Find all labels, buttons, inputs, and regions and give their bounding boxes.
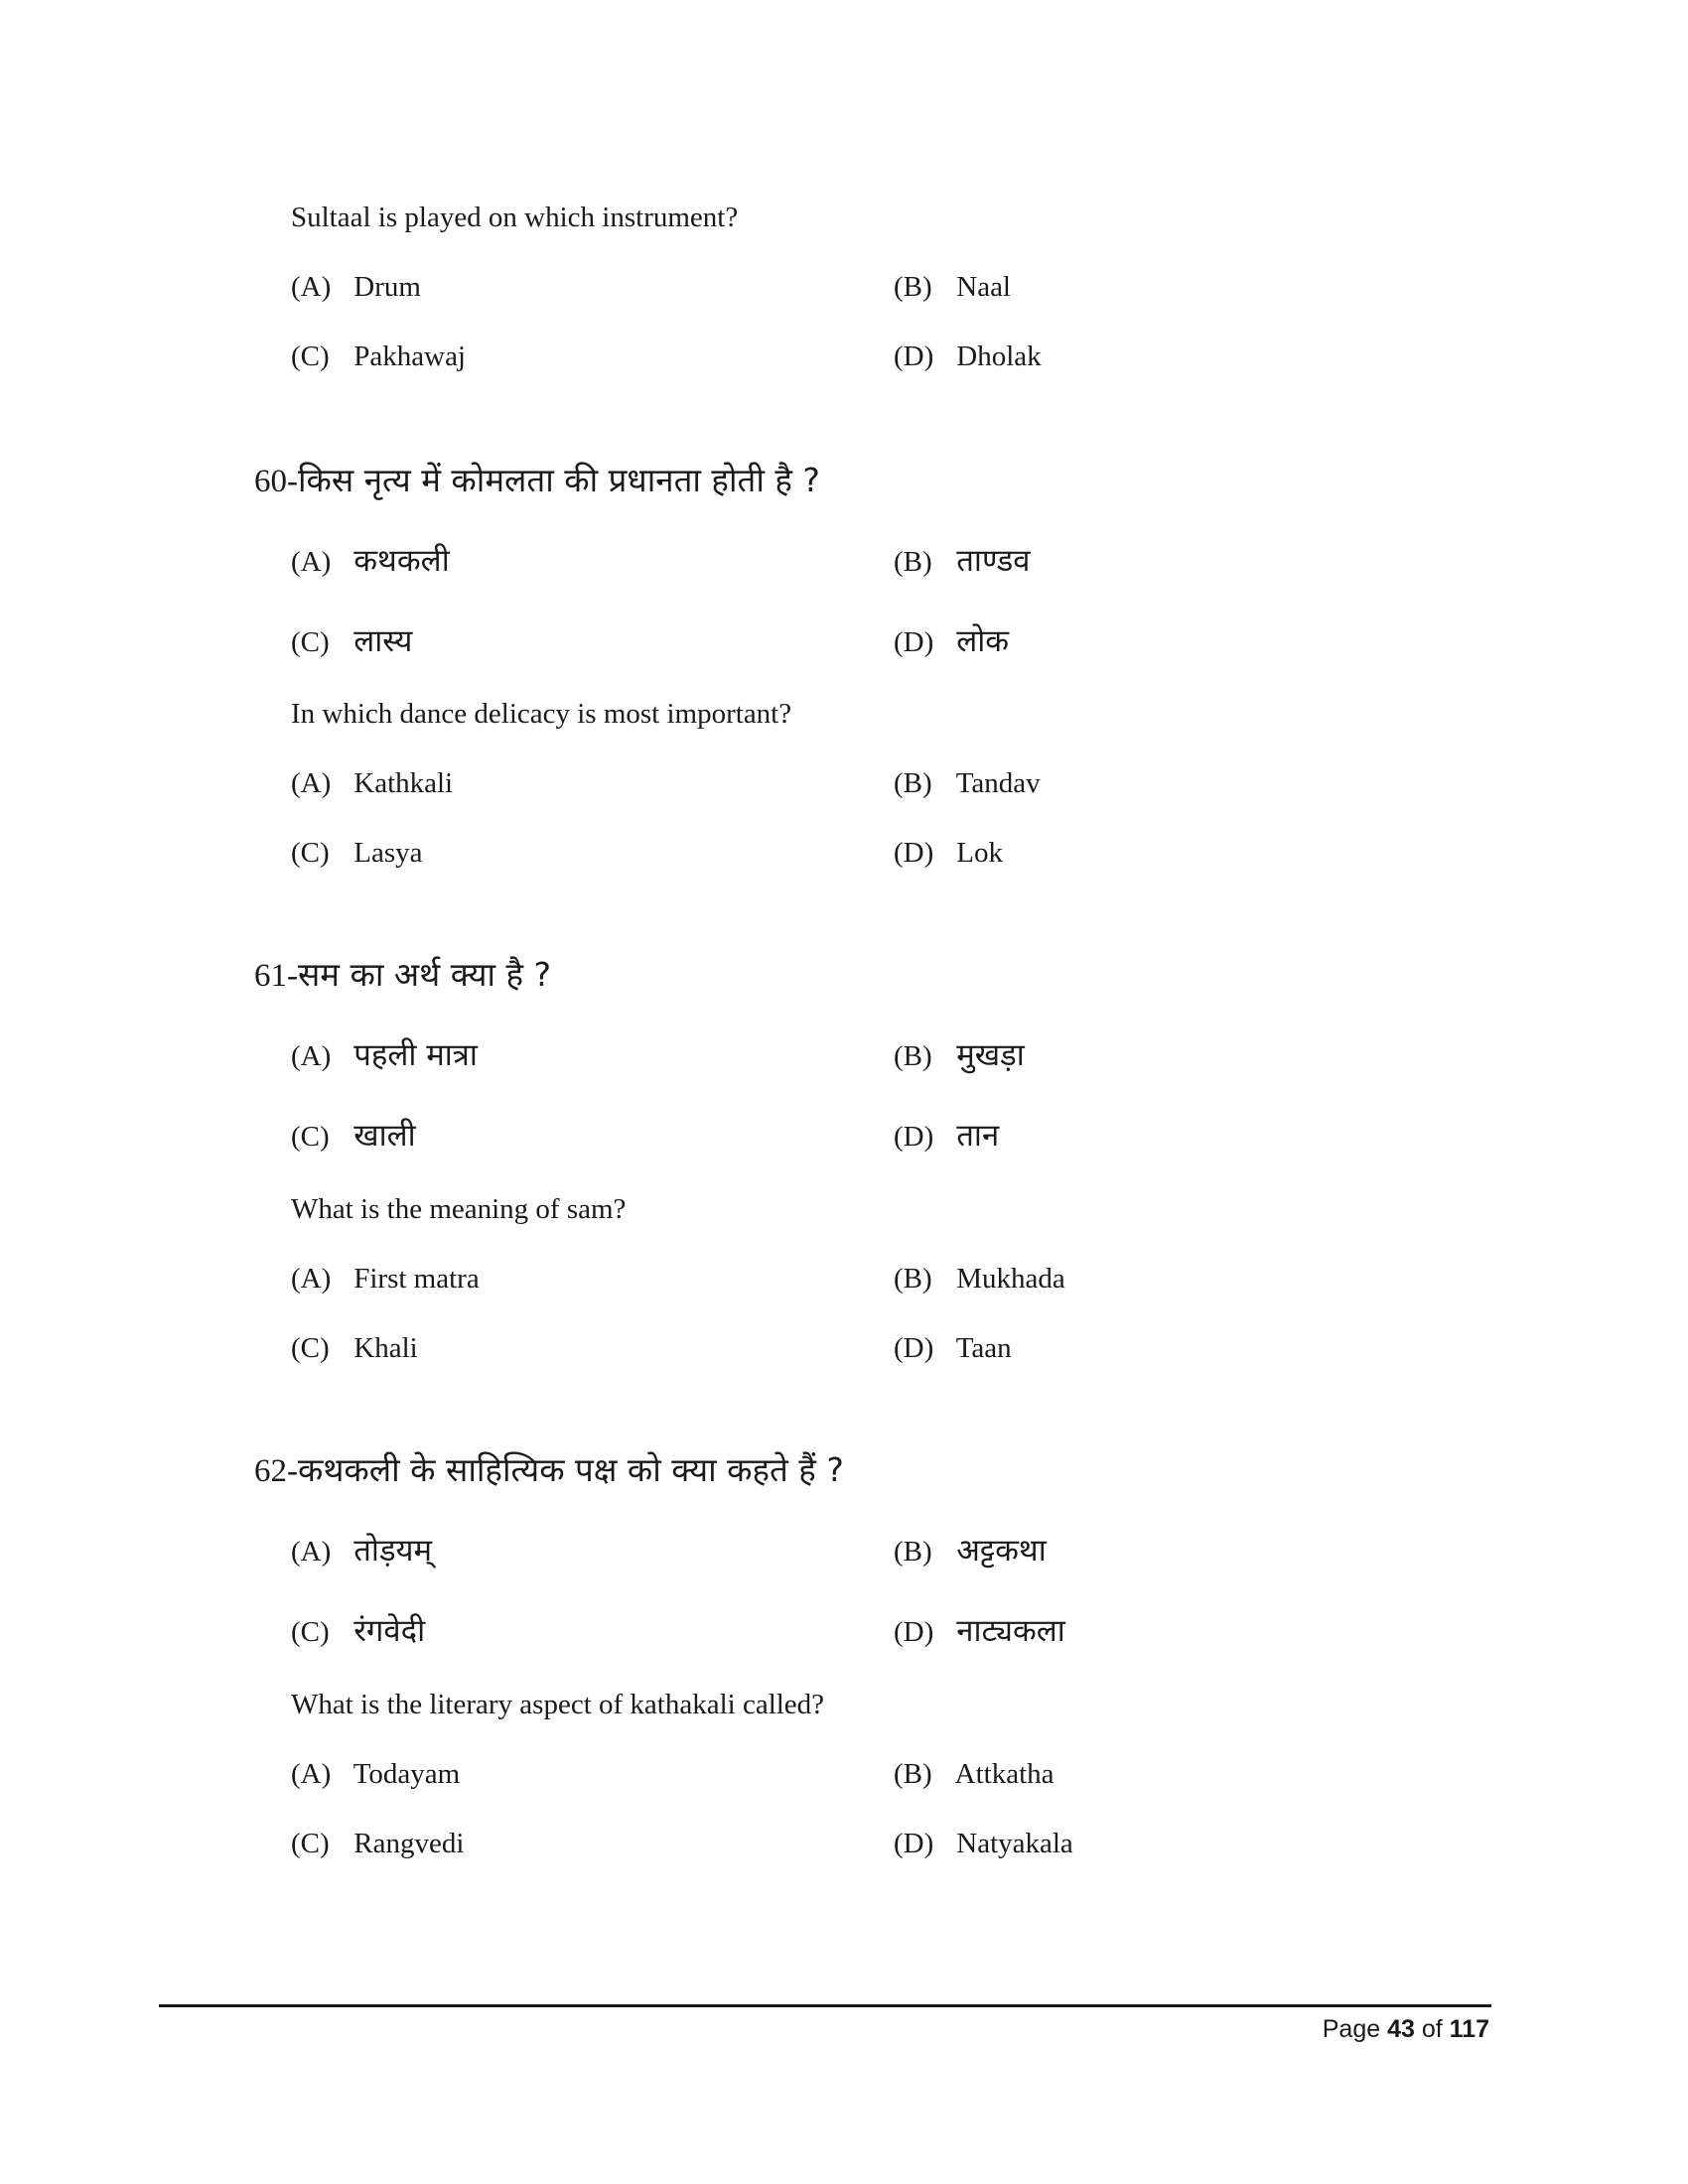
q60-en-option-c (291, 837, 423, 870)
option-label: (A) (291, 1263, 332, 1295)
option-text: लास्य (353, 623, 413, 659)
q60-hi-option-c (291, 619, 412, 661)
q61-en-option-c (291, 1332, 418, 1365)
q62-hi-option-c (291, 1609, 425, 1651)
q62-hi-question (254, 1446, 844, 1491)
q61-en-option-a (291, 1263, 480, 1296)
option-label: (D) (894, 1616, 934, 1648)
page-word: Page (1322, 2015, 1381, 2043)
option-label: (C) (291, 626, 330, 658)
q59-en-option-d (894, 341, 1042, 373)
option-text: First matra (353, 1263, 480, 1295)
option-label: (D) (894, 341, 934, 372)
option-text: तान (956, 1118, 1000, 1154)
q60-en-option-a (291, 767, 453, 800)
option-label: (B) (894, 546, 932, 578)
option-text: Naal (956, 271, 1011, 303)
option-label: (C) (291, 341, 330, 372)
q62-en-option-d (894, 1828, 1073, 1860)
option-text: Todayam (352, 1758, 461, 1790)
option-label: (A) (291, 271, 332, 303)
option-text: अट्टकथा (956, 1533, 1047, 1569)
option-text: Kathkali (353, 767, 454, 799)
option-label: (D) (894, 1121, 934, 1153)
option-text: Lok (956, 837, 1003, 869)
option-text: Tandav (955, 767, 1041, 799)
option-label: (B) (894, 767, 932, 799)
option-label: (B) (894, 1536, 932, 1568)
q60-hi-option-b (894, 539, 1031, 581)
q61-hi-question (254, 951, 551, 996)
option-label: (C) (291, 1616, 330, 1648)
q61-hi-option-d (894, 1114, 999, 1156)
option-text: Attkatha (954, 1758, 1055, 1790)
q60-hi-question (254, 457, 820, 501)
option-text: Taan (955, 1332, 1012, 1364)
option-label: (D) (894, 837, 934, 869)
q62-hi-option-d (894, 1609, 1065, 1651)
option-text: खाली (353, 1118, 416, 1154)
q61-en-option-b (894, 1263, 1065, 1296)
option-label: (B) (894, 1758, 932, 1790)
q62-en-option-b (894, 1758, 1055, 1791)
q61-hi-option-c (291, 1114, 416, 1156)
option-text: Khali (353, 1332, 418, 1364)
option-text: Mukhada (956, 1263, 1065, 1295)
option-label: (C) (291, 1828, 330, 1859)
q60-hi-option-a (291, 539, 450, 581)
q59-en-option-b (894, 271, 1011, 304)
question-number: 60- (254, 464, 298, 499)
question-text: सम का अर्थ क्या है ? (298, 955, 552, 994)
option-text: नाट्यकला (956, 1613, 1065, 1649)
q62-hi-option-a (291, 1529, 432, 1570)
option-label: (B) (894, 1263, 932, 1295)
option-text: Drum (353, 271, 421, 303)
q61-hi-option-b (894, 1033, 1025, 1075)
option-label: (A) (291, 546, 332, 578)
option-label: (C) (291, 837, 330, 869)
option-text: पहली मात्रा (353, 1037, 478, 1073)
option-label: (D) (894, 1332, 934, 1364)
page-number (1323, 2015, 1489, 2044)
q61-en-option-d (894, 1332, 1012, 1365)
q60-hi-option-d (894, 619, 1009, 661)
q60-en-option-b (894, 767, 1041, 800)
option-text: Pakhawaj (353, 341, 466, 372)
current-page: 43 (1387, 2015, 1415, 2043)
option-text: मुखड़ा (956, 1037, 1025, 1073)
question-text: कथकली के साहित्यिक पक्ष को क्या कहते हैं ? (298, 1450, 844, 1489)
total-pages: 117 (1449, 2015, 1489, 2043)
option-label: (A) (291, 767, 332, 799)
question-text: किस नृत्य में कोमलता की प्रधानता होती है ? (298, 461, 820, 499)
question-number: 61- (254, 958, 298, 994)
option-label: (A) (291, 1758, 332, 1790)
option-text: Lasya (353, 837, 423, 869)
option-label: (A) (291, 1040, 332, 1072)
q61-hi-option-a (291, 1033, 478, 1075)
q59-en-option-a (291, 271, 421, 304)
option-text: तोड़यम् (353, 1533, 433, 1569)
option-label: (B) (894, 271, 932, 303)
footer-rule (159, 2004, 1491, 2007)
q62-en-option-a (291, 1758, 460, 1791)
q62-en-question: What is the literary aspect of kathakali called? (291, 1689, 825, 1720)
option-text: लोक (956, 623, 1010, 659)
option-text: Dholak (956, 341, 1042, 372)
q61-en-question: What is the meaning of sam? (291, 1193, 627, 1225)
option-label: (A) (291, 1536, 332, 1568)
question-number: 62- (254, 1453, 298, 1489)
q59-en-option-c (291, 341, 466, 373)
option-text: कथकली (353, 543, 450, 579)
of-word: of (1421, 2015, 1443, 2043)
q62-en-option-c (291, 1828, 464, 1860)
option-label: (C) (291, 1121, 330, 1153)
q59-en-question: Sultaal is played on which instrument? (291, 202, 739, 233)
q62-hi-option-b (894, 1529, 1047, 1570)
option-text: Natyakala (956, 1828, 1073, 1859)
option-label: (D) (894, 626, 934, 658)
option-label: (D) (894, 1828, 934, 1859)
q60-en-option-d (894, 837, 1003, 870)
option-text: रंगवेदी (353, 1613, 426, 1649)
option-label: (C) (291, 1332, 330, 1364)
option-text: ताण्डव (956, 543, 1031, 579)
option-label: (B) (894, 1040, 932, 1072)
option-text: Rangvedi (353, 1828, 465, 1859)
q60-en-question: In which dance delicacy is most important? (291, 698, 792, 730)
